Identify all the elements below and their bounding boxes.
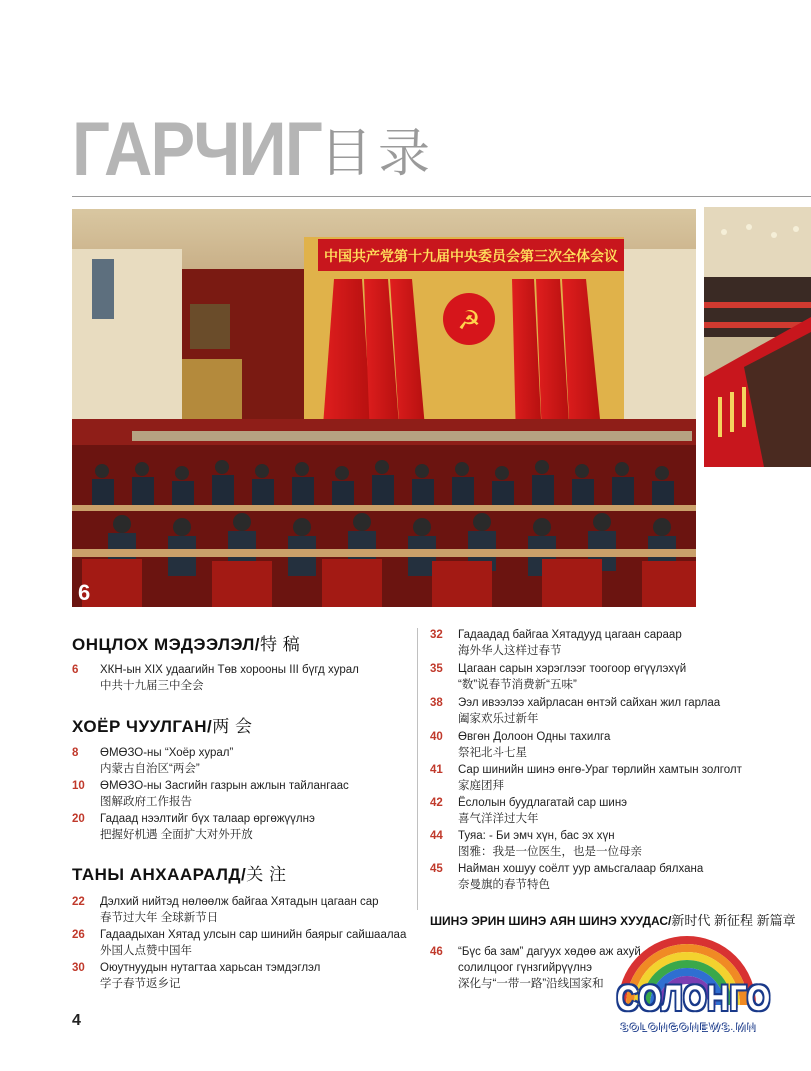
page-title-chinese: 目录 xyxy=(320,124,437,184)
toc-entry[interactable] xyxy=(430,627,790,659)
toc-entry[interactable] xyxy=(430,861,790,893)
toc-title-mn: Дэлхий нийтэд нөлөөлж байгаа Хятадын цагаан сар xyxy=(100,896,379,908)
toc-title-cn: 阖家欢乐过新年 xyxy=(458,713,539,725)
toc-page-number: 30 xyxy=(72,962,85,974)
toc-page-number: 40 xyxy=(430,731,443,743)
toc-title-mn: ӨМӨЗО-ны “Хоёр хурал” xyxy=(100,747,234,759)
toc-entry[interactable] xyxy=(430,762,790,794)
toc-title-cn: 家庭团拜 xyxy=(458,780,504,792)
toc-title-mn-continued: солилцоог гүнзгийрүүлнэ xyxy=(458,962,592,974)
toc-title-cn: 内蒙古自治区“两会” xyxy=(100,763,200,775)
toc-title-mn: Өвгөн Долоон Одны тахилга xyxy=(458,731,611,743)
logo-website: SOLONGONEWS.MN xyxy=(620,1022,758,1034)
toc-page-number: 6 xyxy=(72,664,79,676)
toc-page-number: 44 xyxy=(430,830,443,842)
toc-entry[interactable] xyxy=(72,894,412,926)
toc-title-mn: Гадаад нээлтийг бүх талаар өргөжүүлнэ xyxy=(100,813,315,825)
toc-title-mn: Ээл ивээлээ хайрласан өнтэй сайхан жил гарлаа xyxy=(458,697,721,709)
toc-page-number: 32 xyxy=(430,629,443,641)
toc-entry[interactable] xyxy=(430,695,790,727)
toc-title-mn: Гадаадад байгаа Хятадууд цагаан сараар xyxy=(458,629,682,641)
toc-title-mn: Цагаан сарын хэрэглээг тоогоор өгүүлэхүй xyxy=(458,663,687,675)
toc-title-cn: 图雅：我是一位医生，也是一位母亲 xyxy=(458,846,642,858)
toc-entry[interactable] xyxy=(72,745,402,777)
toc-page-number: 46 xyxy=(430,946,443,958)
header-rule xyxy=(72,196,811,197)
toc-title-cn: 图解政府工作报告 xyxy=(100,796,192,808)
hall-side-view-illustration xyxy=(704,207,811,467)
toc-title-cn: 祭祀北斗七星 xyxy=(458,747,527,759)
toc-title-cn: 奈曼旗的春节特色 xyxy=(458,879,550,891)
toc-title-cn: 春节过大年 全球新节日 xyxy=(100,912,219,924)
toc-entry[interactable] xyxy=(72,927,412,959)
toc-title-cn: 深化与“一带一路”沿线国家和 xyxy=(458,978,604,990)
toc-entry[interactable] xyxy=(72,662,402,694)
toc-page-number: 38 xyxy=(430,697,443,709)
toc-title-mn: Оюутнуудын нутагтаа харьсан тэмдэглэл xyxy=(100,962,321,974)
section-heading-new-era: ШИНЭ ЭРИН ШИНЭ АЯН ШИНЭ ХУУДАС/新时代 新征程 新篇章 xyxy=(430,913,796,928)
banner-text: 中国共产党第十九届中央委员会第三次全体会议 xyxy=(324,249,618,265)
page-title: ГАРЧИГ xyxy=(72,107,322,192)
toc-entry[interactable] xyxy=(430,661,790,693)
section-heading-special: ОНЦЛОХ МЭДЭЭЛЭЛ/特 稿 xyxy=(72,635,301,654)
toc-page-number: 41 xyxy=(430,764,443,776)
toc-entry[interactable] xyxy=(430,795,790,827)
toc-entry[interactable] xyxy=(430,729,790,761)
toc-title-mn: Туяа: - Би эмч хүн, бас эх хүн xyxy=(458,830,615,842)
secondary-photo[interactable] xyxy=(704,207,811,467)
toc-title-mn: Сар шинийн шинэ өнгө-Ураг төрлийн хамтын золголт xyxy=(458,764,742,776)
toc-title-cn: 外国人点赞中国年 xyxy=(100,945,192,957)
plenary-hall-illustration xyxy=(72,209,696,607)
toc-title-cn: 喜气洋洋过大年 xyxy=(458,813,539,825)
toc-entry[interactable] xyxy=(72,960,412,992)
toc-title-mn: ӨМӨЗО-ны Засгийн газрын ажлын тайлангаас xyxy=(100,780,349,792)
toc-page-number: 45 xyxy=(430,863,443,875)
toc-title-mn: ХКН-ын XIX удаагийн Төв хорооны III бүгд хурал xyxy=(100,664,359,676)
toc-entry[interactable] xyxy=(72,811,402,843)
toc-page-number: 22 xyxy=(72,896,85,908)
toc-title-cn: 中共十九届三中全会 xyxy=(100,680,204,692)
toc-title-mn: Гадаадыхан Хятад улсын сар шинийн баярыг сайшаалаа xyxy=(100,929,407,941)
column-divider xyxy=(417,628,418,910)
toc-page-number: 10 xyxy=(72,780,85,792)
page-number: 4 xyxy=(72,1012,81,1029)
toc-entry[interactable] xyxy=(72,778,402,810)
toc-title-mn: Найман хошуу соёлт уур амьсгалаар бялхана xyxy=(458,863,704,875)
toc-title-cn: 把握好机遇 全面扩大对外开放 xyxy=(100,829,253,841)
toc-page-number: 42 xyxy=(430,797,443,809)
section-heading-attention: ТАНЫ АНХААРАЛД/关 注 xyxy=(72,865,287,884)
logo-wordmark: СОЛОНГО xyxy=(616,979,771,1018)
feature-photo[interactable] xyxy=(72,209,696,607)
toc-title-mn: Ёслолын буудлагатай сар шинэ xyxy=(458,797,628,809)
toc-title-cn: 海外华人这样过春节 xyxy=(458,645,562,657)
toc-page-number: 20 xyxy=(72,813,85,825)
toc-entry[interactable] xyxy=(430,828,790,860)
section-heading-two-sessions: ХОЁР ЧУУЛГАН/两 会 xyxy=(72,717,253,736)
svg-text:☭: ☭ xyxy=(457,306,481,336)
toc-title-cn: “数”说春节消费新“五味” xyxy=(458,679,577,691)
toc-page-number: 8 xyxy=(72,747,79,759)
toc-page-number: 26 xyxy=(72,929,85,941)
photo-page-reference: 6 xyxy=(78,580,91,605)
toc-title-mn: “Бүс ба зам” дагуух хөдөө аж ахуй xyxy=(458,946,641,958)
toc-page-number: 35 xyxy=(430,663,443,675)
toc-title-cn: 学子春节返乡记 xyxy=(100,978,181,990)
